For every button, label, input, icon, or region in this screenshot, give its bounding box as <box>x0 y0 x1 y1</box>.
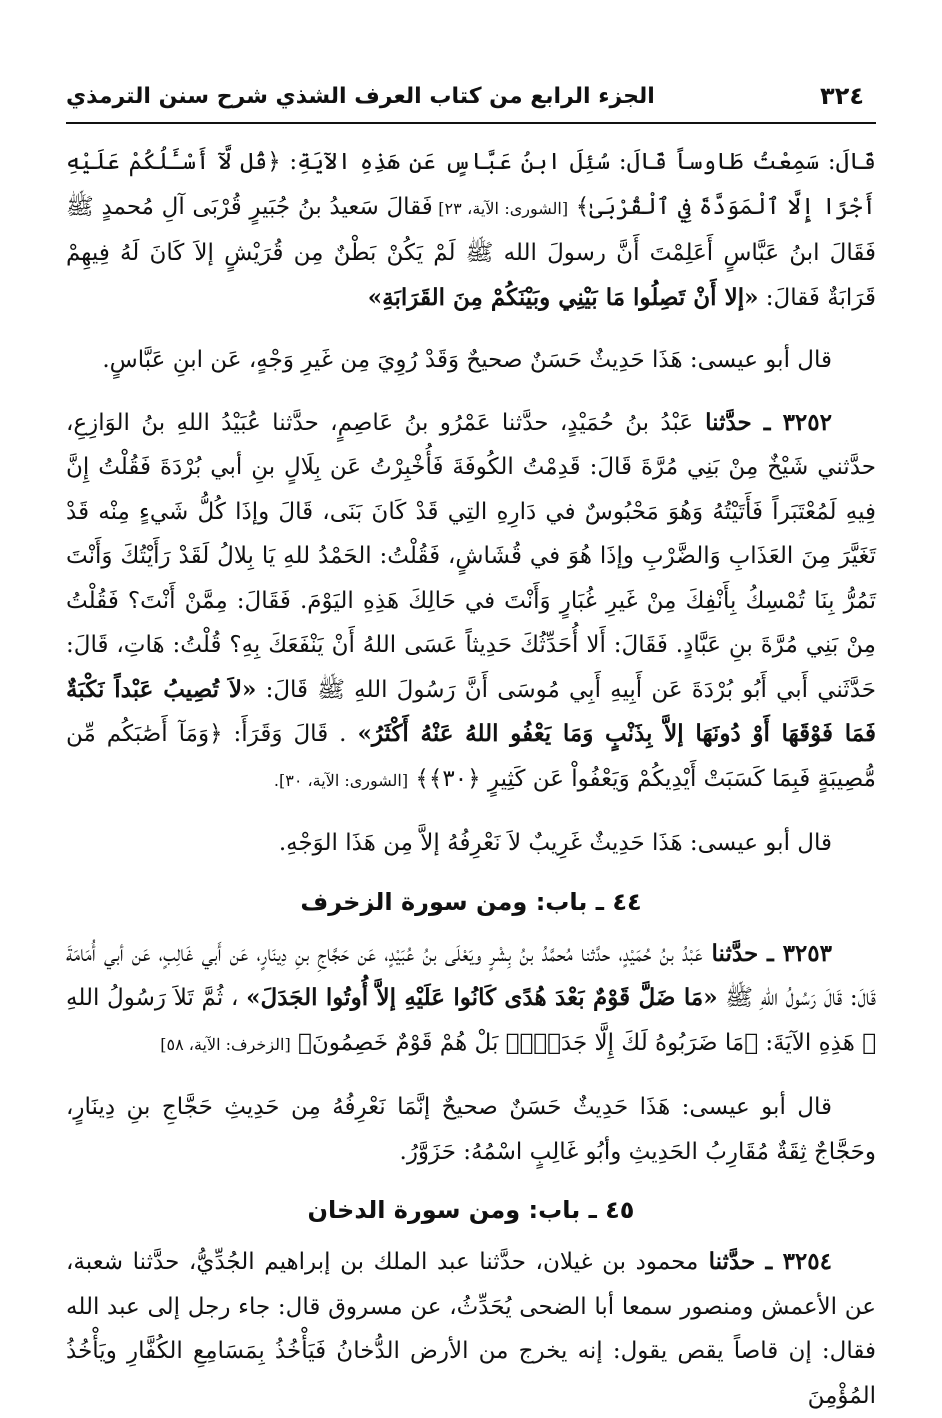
page-body <box>66 140 876 1418</box>
quran-verse: ﴿قُل لَّآ أَسْـَٔلُكُمْ عَلَيْهِ أَجْرًا إِلَّا ٱلْمَوَدَّةَ فِي ٱلْقُرْبَىٰ﴾ <box>66 149 876 220</box>
hadith-number: ٣٢٥٣ <box>782 939 832 967</box>
text-span: فَقالَ سَعيدُ بنُ جُبَيرٍ قُرْبَى آلِ مُحمدٍ ﷺ فَقَالَ ابنُ عَبَّاسٍ أَعَلِمْتَ أَنَّ رسولَ الله ﷺ لَمْ يَكُنْ بَطْنٌ مِن قُرَيْشٍ إلاَ كَانَ لَهُ فِيهِمْ قَرَابَةٌ فَقالَ: <box>66 193 876 311</box>
hadith-lead: ـ حدَّثنا <box>698 1248 783 1275</box>
hadith-lead: ـ حدَّثنا <box>693 408 783 436</box>
hadith-continuation <box>66 140 876 320</box>
text-span: عَبْدُ بنُ حُمَيْدٍ، حدَّثنا مُحمَّدُ بنُ بِشْرٍ ويَعْلَى بنُ عُبَيْدٍ، عَن حَجَّاجِ بنِ دِينَارٍ، عَن أَبي غَالِبٍ، عَن أبي أُمَامَةَ قَالَ: قَالَ رَسُولُ اللهِ ﷺ <box>66 940 877 1011</box>
text-span: قَالَ: سَمِعْتُ طَاوساً قَالَ: سُئِلَ ابنُ عَبَّاسٍ عَن هَذِهِ الآيَةِ: <box>280 149 876 175</box>
chapter-heading-dukhan: ٤٥ ـ باب: ومن سورة الدخان <box>307 1196 635 1224</box>
verse-reference: [الزخرف: الآية، ٥٨] <box>160 1034 291 1054</box>
quran-verse: ﴿مَا ضَرَبُوهُ لَكَ إِلَّا جَدَلًاۢ بَلْ هُمْ قَوْمٌ خَصِمُونَ﴾ <box>298 1029 759 1056</box>
page-header <box>66 78 864 114</box>
chapter-heading-zukhruf: ٤٤ ـ باب: ومن سورة الزخرف <box>300 887 642 916</box>
tirmidhi-comment: قال أبو عيسى: هَذَا حَدِيثٌ حَسَنٌ صحيحٌ إنَّمَا نَعْرِفُهُ مِن حَدِيثِ حَجَّاجِ بنِ دِينَارٍ، وحَجَّاجٌ ثِقَةٌ مُقَارِبُ الحَدِيثِ وأبُو غَالِبٍ اسْمُهُ: حَزَوَّرُ. <box>66 1094 876 1165</box>
page-number: ٣٢٤ <box>820 82 864 110</box>
prophetic-saying: «إلا أَنْ تَصِلُوا مَا بَيْنِي وبَيْنَكُمْ مِنَ القَرَابَةِ» <box>367 283 759 311</box>
hadith-3253 <box>66 932 876 1068</box>
text-span: ، ثُمَّ تَلاَ رَسُولُ اللهِ ﷺ هَذِهِ الآيَةَ: <box>66 985 876 1056</box>
hadith-number: ٣٢٥٤ <box>782 1248 832 1275</box>
verse-reference: [الشورى: الآية، ٢٣] <box>432 198 569 218</box>
tirmidhi-comment: قال أبو عيسى: هَذَا حَدِيثٌ غَرِيبٌ لاَ نَعْرِفُهُ إلاَّ مِن هَذَا الوَجْهِ. <box>278 830 832 856</box>
hadith-3252 <box>66 401 876 804</box>
hadith-number: ٣٢٥٢ <box>782 408 832 436</box>
text-span: . قَالَ وَقَرَأَ: <box>222 721 347 747</box>
header-rule <box>66 122 876 124</box>
prophetic-saying: «مَا ضَلَّ قَوْمٌ بَعْدَ هُدًى كَانُوا عَلَيْهِ إلاَّ أُوتُوا الجَدَلَ» <box>246 984 718 1011</box>
tirmidhi-comment: قال أبو عيسى: هَذَا حَدِيثٌ حَسَنٌ صحيحٌ وَقَدْ رُوِيَ مِن غَيرِ وَجْهٍ، عَن ابنِ عَبَّاسٍ. <box>102 347 832 373</box>
hadith-3254 <box>66 1240 876 1418</box>
quran-verse: ﴿وَمَآ أَصَٰبَكُم مِّن مُّصِيبَةٍ فَبِمَا كَسَبَتْ أَيْدِيكُمْ وَيَعْفُواْ عَن كَثِيرٍ ﴿٣٠﴾﴾ <box>66 721 876 792</box>
running-title: الجزء الرابع من كتاب العرف الشذي شرح سنن الترمذي <box>66 83 655 109</box>
prophetic-saying: «لاَ تُصِيبُ عَبْداً نَكْبَةٌ فَمَا فَوْقَهَا أَوْ دُونَهَا إلاَّ بِذَنْبٍ وَمَا يَعْفُو اللهُ عَنْهُ أَكْثَرُ» <box>66 675 876 747</box>
verse-reference: [الشورى: الآية، ٣٠]. <box>273 770 409 790</box>
hadith-lead: ـ حدَّثنا <box>702 939 783 967</box>
text-span: محمود بن غيلان، حدَّثنا عبد الملك بن إبراهيم الجُدِّيُّ، حدَّثنا شعبة، عن الأعمش ومنصور سمعا أبا الضحى يُحَدِّثُ، عن مسروق قال: جاء رجل إلى عبد الله فقال: إن قاصاً يقص يقول: إنه يخرج من الأرض الدُّخانُ فَيَأْخُذُ بِمَسَامِعِ الكُفَّارِ ويَأْخُذُ المُؤْمِنَ <box>66 1249 876 1409</box>
text-span: عَبْدُ بنُ حُمَيْدٍ، حدَّثنا عَمْرُو بنُ عَاصِمٍ، حدَّثنا عُبَيْدُ اللهِ بنُ الوَازِعِ، حدَّثني شَيْخٌ مِنْ بَنِي مُرَّةَ قَالَ: قَدِمْتُ الكُوفَةَ فَأُخْبِرْتُ عَن بِلَالٍ بنِ أبي بُرْدَةَ فَقُلْتُ إِنَّ فِيهِ لَمُعْتَبَراً فَأَتَيْتُهُ وَهُوَ مَحْبُوسٌ في دَارِهِ التِي قَدْ كَانَ بَنَى، قَالَ وإذَا كُلُّ شَيءٍ مِنْه قَدْ تَغَيَّرَ مِنَ العَذَابِ وَالضَّرْبِ وإذَا هُوَ في قُشَاشٍ، فَقُلْتُ: الحَمْدُ للهِ يَا بِلالُ لَقَدْ رَأَيْتُكَ وَأَنْتَ تَمُرُّ بِنَا تُمْسِكُ بِأَنْفِكَ مِنْ غَيرِ غُبَارٍ وَأَنْتَ في حَالِكَ هَذِهِ اليَوْمَ. فَقَالَ: مِمَّنْ أَنْتَ؟ فَقُلْتُ مِنْ بَنِي مُرَّةَ بنِ عَبَّادٍ. فَقَالَ: أَلا أُحَدِّثُكَ حَدِيثاً عَسَى اللهُ أَنْ يَنْفَعَكَ بِهِ؟ قُلْتُ: هَاتِ، قَالَ: حَدَّثَني أَبي أَبُو بُرْدَةَ عَن أَبِيهِ أَبِي مُوسَى أَنَّ رَسُولَ اللهِ ﷺ قَالَ: <box>66 409 876 703</box>
